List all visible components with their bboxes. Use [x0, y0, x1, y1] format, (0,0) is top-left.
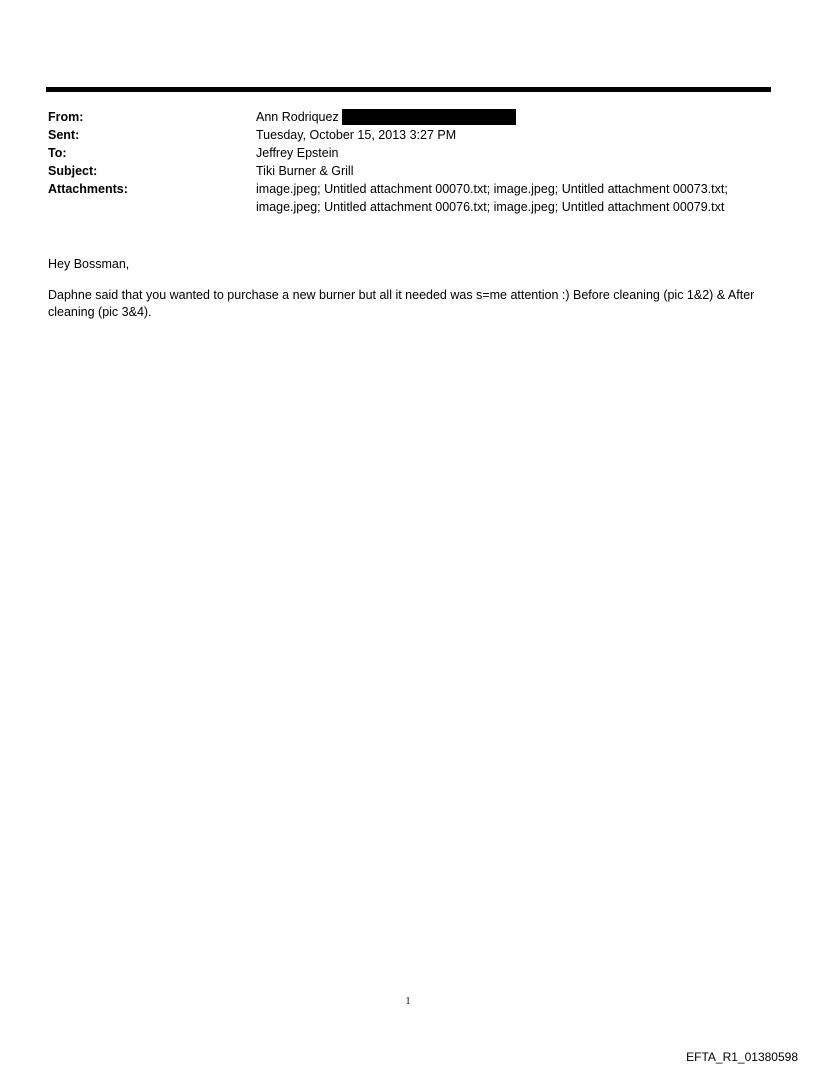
attachments-line-2: image.jpeg; Untitled attachment 00076.txt; image.jpeg; Untitled attachment 00079.txt [256, 200, 725, 214]
document-id: EFTA_R1_01380598 [686, 1050, 798, 1064]
attachments-row [48, 180, 778, 216]
to-row [48, 144, 778, 162]
from-row [48, 108, 778, 126]
attachments-value [256, 180, 778, 216]
from-value [256, 108, 778, 126]
message-text: Daphne said that you wanted to purchase a new burner but all it needed was s=me attention :) Before cleaning (pic 1&2) & After cleaning (pic 3&4). [48, 288, 755, 319]
subject-row [48, 162, 778, 180]
header-divider [46, 87, 771, 92]
to-label: To: [48, 146, 67, 160]
attachments-line-1: image.jpeg; Untitled attachment 00070.txt; image.jpeg; Untitled attachment 00073.txt; [256, 182, 728, 196]
attachments-label: Attachments: [48, 182, 128, 196]
sent-value: Tuesday, October 15, 2013 3:27 PM [256, 128, 457, 142]
sender-name: Ann Rodriquez [256, 110, 339, 124]
redaction-block [342, 109, 516, 125]
sent-row [48, 126, 778, 144]
sent-label: Sent: [48, 128, 80, 142]
to-value: Jeffrey Epstein [256, 146, 339, 160]
subject-label: Subject: [48, 164, 98, 178]
email-body [48, 256, 778, 321]
from-label: From: [48, 110, 84, 124]
greeting: Hey Bossman, [48, 257, 130, 271]
page-number: 1 [405, 996, 411, 1007]
subject-value: Tiki Burner & Grill [256, 164, 354, 178]
email-header [48, 108, 778, 216]
